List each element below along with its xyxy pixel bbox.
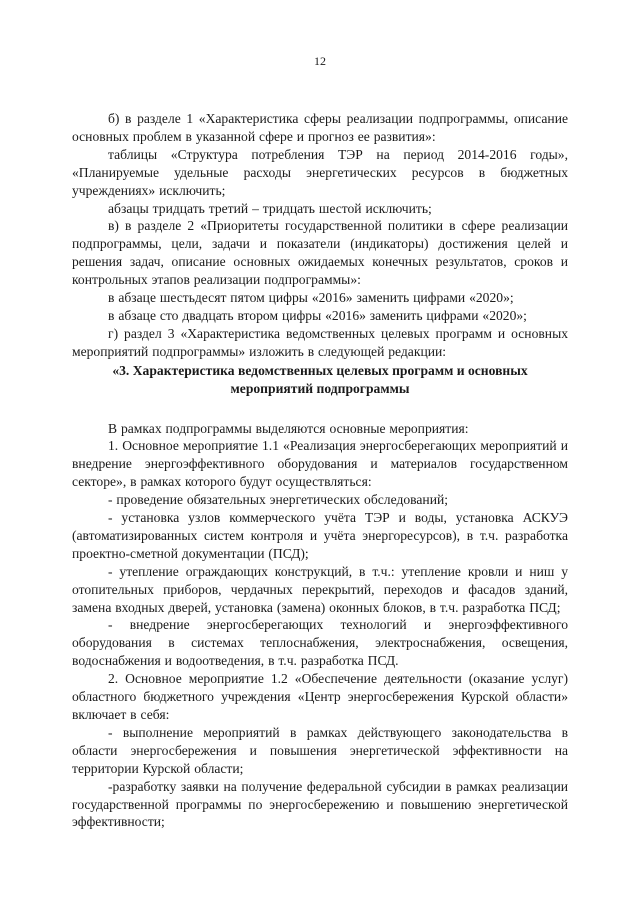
paragraph: - установка узлов коммерческого учёта ТЭР и воды, установка АСКУЭ (автоматизированных систем контроля и учёта энергоресурсов), в т.ч. разработка проектно-сметной документации (ПСД); xyxy=(72,510,568,561)
paragraph: таблицы «Структура потребления ТЭР на период 2014-2016 годы», «Планируемые удельные расходы энергетических ресурсов в бюджетных учреждениях» исключить; xyxy=(72,146,568,198)
paragraph: В рамках подпрограммы выделяются основные мероприятия: xyxy=(108,420,469,436)
document-body xyxy=(72,110,568,831)
paragraph: абзацы тридцать третий – тридцать шестой исключить; xyxy=(108,200,432,216)
paragraph: 1. Основное мероприятие 1.1 «Реализация энергосберегающих мероприятий и внедрение энергоэффективного оборудования и материалов государственном секторе», в рамках которого будут осуществляться: xyxy=(72,438,568,490)
paragraph: - проведение обязательных энергетических обследований; xyxy=(108,492,449,508)
paragraph: в абзаце сто двадцать втором цифры «2016» заменить цифрами «2020»; xyxy=(108,307,527,323)
page-number: 12 xyxy=(314,54,326,68)
paragraph: б) в разделе 1 «Характеристика сферы реализации подпрограммы, описание основных проблем в указанной сфере и прогноз ее развития»: xyxy=(72,111,568,144)
paragraph: в абзаце шестьдесят пятом цифры «2016» заменить цифрами «2020»; xyxy=(108,290,514,306)
paragraph: -разработку заявки на получение федеральной субсидии в рамках реализации государственной программы по энергосбережению и повышению энергетической эффективности; xyxy=(72,778,568,830)
paragraph: г) раздел 3 «Характеристика ведомственных целевых программ и основных мероприятий подпрограммы» изложить в следующей редакции: xyxy=(72,325,568,359)
spacer xyxy=(72,398,568,420)
paragraph: - выполнение мероприятий в рамках действующего законодательства в области энергосбережения и повышения энергетической эффективности на территории Курской области; xyxy=(72,724,568,776)
paragraph: - утепление ограждающих конструкций, в т.ч.: утепление кровли и ниш у отопительных приборов, чердачных перекрытий, переходов и фасадов зданий, замена входных дверей, установка (замена) оконных блоков, в т.ч. разработка ПСД; xyxy=(72,563,568,615)
paragraph: в) в разделе 2 «Приоритеты государственной политики в сфере реализации подпрограммы, цели, задачи и показатели (индикаторы) достижения целей и решения задач, описание основных ожидаемых конечных результатов, сроков и контрольных этапов реализации подпрограммы»: xyxy=(72,218,568,288)
paragraph: - внедрение энергосберегающих технологий и энергоэффективного оборудования в системах теплоснабжения, электроснабжения, освещения, водоснабжения и водоотведения, в т.ч. разработка ПСД. xyxy=(72,617,568,669)
paragraph: 2. Основное мероприятие 1.2 «Обеспечение деятельности (оказание услуг) областного бюджетного учреждения «Центр энергосбережения Курской области» включает в себя: xyxy=(72,671,568,722)
section-heading: «3. Характеристика ведомственных целевых программ и основных мероприятий подпрограммы xyxy=(112,362,528,396)
